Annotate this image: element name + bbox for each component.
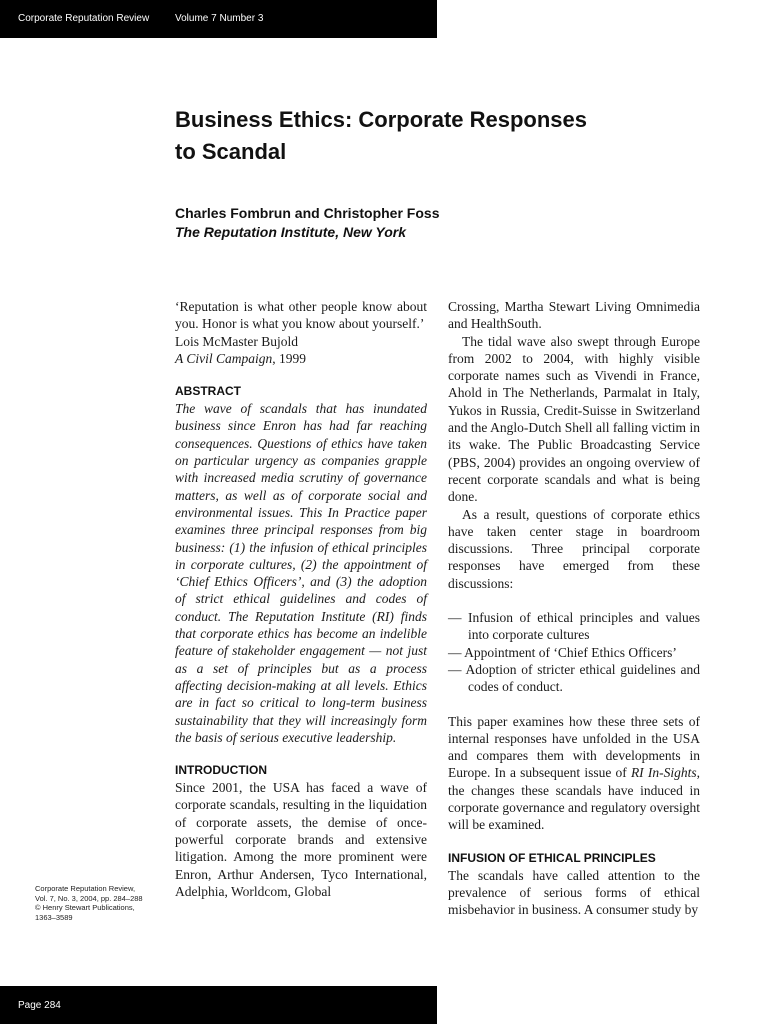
paragraph-examines-pre: This paper examines how these three sets of internal responses have unfolded in the USA and compares them with developments in Europe. In a subsequent issue of [448, 713, 700, 781]
paragraph-tidal-wave: The tidal wave also swept through Europe from 2002 to 2004, with highly visible corporate names such as Vivendi in France, Ahold in The Netherlands, Parmalat in Italy, Yukos in Russia, Credit-Suisse in Switzerland and the Anglo-Dutch Shell all falling victim in its wake. The Public Broadcasting Service (PBS, 2004) provides an ongoing overview of recent corporate scandals and what is being done. [448, 333, 700, 505]
bullet-item: — Adoption of stricter ethical guidelines and codes of conduct. [448, 661, 700, 695]
citation-line: 1363–3589 [35, 912, 73, 922]
bullet-item: — Appointment of ‘Chief Ethics Officers’ [448, 644, 677, 660]
epigraph-source [175, 350, 427, 367]
abstract-text: The wave of scandals that has inundated business since Enron has had far reaching consequences. Questions of ethics have taken on particular urgency as companies grapple with increased media scrutiny of governance matters, as well as of corporate social and environmental issues. This In Practice paper examines three principal responses from big business: (1) the infusion of ethical principles in corporate cultures, (2) the appointment of ‘Chief Ethics Officers’, and (3) the adoption of strict ethical guidelines and codes of conduct. The Reputation Institute (RI) finds that corporate ethics has become an indelible feature of stakeholder engagement — not just as a set of principles but as a process affecting decision-making at all levels. Ethics are in fact so critical to long-term business sustainability that they will increasingly form the basis of serious executive leadership. [175, 401, 427, 745]
article-title-line1: Business Ethics: Corporate Responses [175, 107, 588, 132]
section-text-infusion: The scandals have called attention to the prevalence of serious forms of ethical misbehavior in business. A consumer study by [448, 867, 700, 918]
bullet-item: — Infusion of ethical principles and values into corporate cultures [448, 610, 700, 643]
citation-line: Vol. 7, No. 3, 2004, pp. 284–288 [35, 893, 143, 903]
journal-header-bar [0, 0, 437, 38]
ri-insights-italic: RI In-Sights [630, 765, 697, 781]
epigraph-source-title: A Civil Campaign [175, 350, 273, 366]
section-heading-infusion: INFUSION OF ETHICAL PRINCIPLES [448, 850, 656, 865]
page-number: Page 284 [18, 1000, 61, 1011]
citation-sidenote [35, 884, 165, 922]
paragraph-examines [448, 713, 700, 834]
journal-volume: Volume 7 Number 3 [175, 13, 264, 24]
abstract-heading: ABSTRACT [175, 384, 241, 399]
citation-line: Corporate Reputation Review, [35, 884, 136, 893]
left-column [175, 298, 427, 900]
epigraph-author: Lois McMaster Bujold [175, 333, 298, 349]
citation-line: © Henry Stewart Publications, [35, 903, 135, 912]
page-footer-bar [0, 986, 437, 1024]
epigraph-quote: ‘Reputation is what other people know about you. Honor is what you know about yourself.’ [175, 299, 427, 332]
affiliation: The Reputation Institute, New York [175, 224, 407, 240]
authors: Charles Fombrun and Christopher Foss [175, 205, 440, 221]
continuation-text: Crossing, Martha Stewart Living Omnimedia and HealthSouth. [448, 299, 700, 332]
paragraph-examines-post: , the changes these scandals have induced in corporate governance and regulatory oversight will be examined. [448, 765, 700, 833]
right-column [448, 298, 700, 919]
epigraph-source-year: , 1999 [272, 350, 307, 366]
introduction-heading: INTRODUCTION [175, 763, 267, 778]
article-title [175, 104, 675, 168]
introduction-text: Since 2001, the USA has faced a wave of corporate scandals, resulting in the liquidation of corporate assets, the demise of once-powerful corporate brands and extensive litigation. Among the more prominent were Enron, Arthur Andersen, Tyco International, Adelphia, Worldcom, Global [175, 780, 427, 899]
paragraph-responses: As a result, questions of corporate ethics have taken center stage in boardroom discussions. Three principal corporate responses have emerged from these discussions: [448, 506, 700, 591]
journal-name: Corporate Reputation Review [18, 13, 150, 24]
article-title-line2: to Scandal [175, 139, 287, 164]
